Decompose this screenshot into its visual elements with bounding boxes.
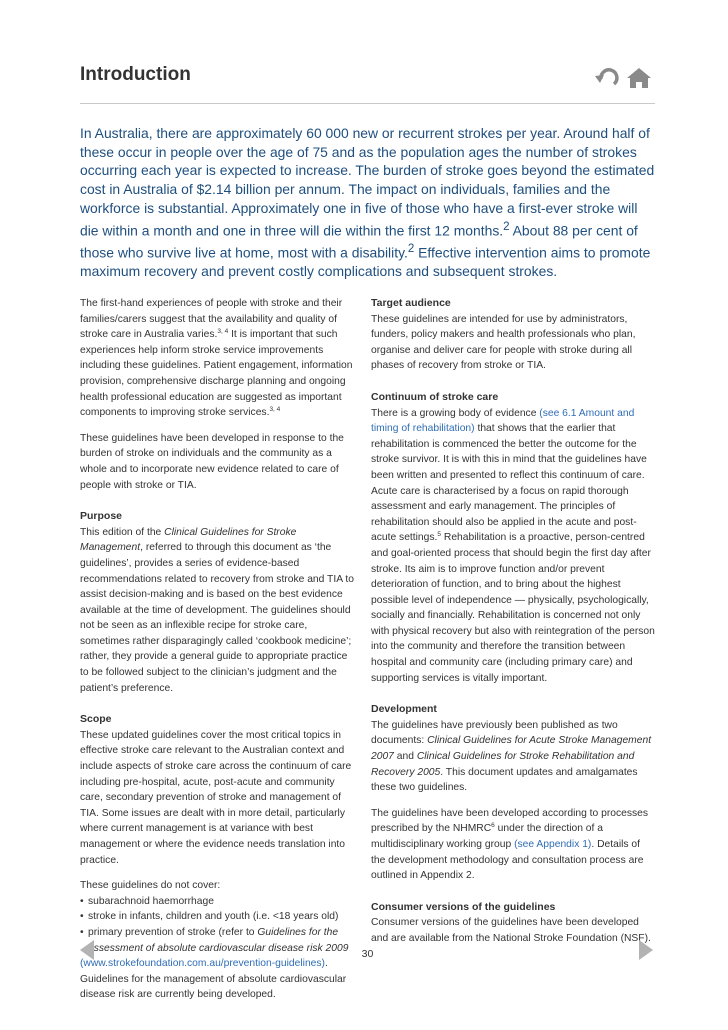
appendix-1-link[interactable]: (see Appendix 1) (514, 839, 592, 850)
continuum-section (371, 390, 656, 686)
not-cover-label: These guidelines do not cover: (80, 880, 221, 892)
experiences-paragraph: The first-hand experiences of people with stroke and their families/carers suggest that the availability and quality of stroke care in Australia varies.$^{3, 4}$ It is important that such experiences help inform stroke service improvements including these guidelines. Patient engagement, information provision, comprehensive discharge planning and ongoing health professional education are suggested as important components to improving stroke services.$^{3, 4}$ (80, 298, 353, 419)
development-section (371, 702, 656, 884)
continuum-heading: Continuum of stroke care (371, 390, 499, 403)
purpose-section (80, 509, 358, 696)
list-item: • primary prevention of stroke (refer to Guidelines for the assessment of absolute cardiovascular disease risk 2009 (80, 925, 358, 956)
target-audience-section (371, 296, 656, 374)
purpose-heading: Purpose (80, 510, 123, 523)
citation: 5 (437, 531, 442, 539)
target-audience-heading: Target audience (371, 297, 451, 309)
nav-icons (592, 66, 654, 90)
consumer-body: Consumer versions of the guidelines have been developed and are available from the National Stroke Foundation (NSF). (371, 917, 651, 944)
home-icon[interactable] (627, 68, 651, 88)
list-item: • stroke in infants, children and youth (i.e. <18 years old) (80, 909, 358, 925)
development-heading: Development (371, 703, 437, 716)
citation: 2 (503, 220, 510, 233)
page-number: 30 (361, 948, 374, 960)
next-page-icon[interactable] (639, 940, 653, 960)
citation: 3, 4 (269, 406, 281, 414)
consumer-heading: Consumer versions of the guidelines (371, 900, 556, 913)
citation: 6 (491, 822, 495, 830)
development-body: The guidelines have previously been published as two documents: Clinical Guidelines for Acute Stroke Management 2007 and Clinical Guidelines for Stroke Rehabilitation and Recovery 2005. This document updates and amalgamates these two guidelines. (371, 719, 652, 794)
back-arrow-icon[interactable] (595, 70, 617, 84)
citation: 3, 4 (217, 328, 229, 336)
burden-paragraph: These guidelines have been developed in response to the burden of stroke on individuals and the community as a whole and to incorporate new evidence related to care of people with stroke or TIA. (80, 432, 344, 491)
intro-paragraph: In Australia, there are approximately 60 000 new or recurrent strokes per year. Around half of these occur in people over the age of 75 and as the population ages the number of strokes occurring each year is expected to increase. The burden of stroke goes beyond the estimated cost in Australia of $2.14 billion per annum. The impact on individuals, families and the workforce is substantial. Approximately one in five of those who have a first-ever stroke will die within a month and one in three will die within the first 12 months.$^2$ About 88 per cent of those who survive live at home, most with a disability.$^2$ Effective intervention aims to promote maximum recovery and prevent costly complications and subsequent strokes. (80, 125, 655, 280)
scope-tail: (www.strokefoundation.com.au/prevention-guidelines). Guidelines for the management of absolute cardiovascular disease risk are currently being developed. (80, 958, 347, 1001)
page-footer (80, 940, 655, 962)
continuum-body: There is a growing body of evidence (see 6.1 Amount and timing of rehabilitation) that shows that the earlier that rehabilitation is commenced the better the outcome for the stroke survivor. It is with this in mind that the guidelines have been written and presented to reflect this continuum of care. Acute care is characterised by a focus on rapid thorough assessment and early management. The principles of rehabilitation should also be applied in the acute and post-acute settings.$^5$ Rehabilitation is a proactive, person-centred and goal-oriented process that should begin the first day after stroke. Its aim is to improve function and/or prevent deterioration of function, and to bring about the highest possible level of independence — physically, psychologically, socially and financially. Rehabilitation is concerned not only with physical recovery but also with reintegration of the person into the community and therefore the transition between hospital and community care (including primary care) and supporting services is vitally important. (371, 407, 655, 684)
rehabilitation-timing-link[interactable]: (see 6.1 Amount and timing of rehabilitation) (371, 407, 635, 435)
page-title: Introduction (80, 64, 191, 85)
right-column (371, 296, 656, 957)
citation: 2 (407, 242, 415, 255)
scope-heading: Scope (80, 713, 112, 726)
header-divider (80, 103, 655, 104)
prevention-guidelines-link[interactable]: (www.strokefoundation.com.au/prevention-guidelines) (80, 958, 325, 970)
list-item: • subarachnoid haemorrhage (80, 894, 358, 910)
target-audience-body: These guidelines are intended for use by administrators, funders, policy makers and health professionals who plan, organise and deliver care for people with stroke during all phases of recovery from stroke or TIA. (371, 313, 636, 372)
scope-body: These updated guidelines cover the most critical topics in effective stroke care relevant to the Australian context and include aspects of stroke care across the continuum of care including pre-hospital, acute, post-acute and community care, secondary prevention of stroke and management of TIA. Some issues are dealt with in more detail, particularly where current management is at variance with best management or where the evidence needs translation into practice. (80, 729, 352, 866)
development-process: The guidelines have been developed according to processes prescribed by the NHMRC$^6$ under the direction of a multidisciplinary working group (see Appendix 1). Details of the development methodology and consultation process are outlined in Appendix 2. (371, 807, 649, 882)
left-column (80, 296, 358, 1003)
purpose-body: This edition of the Clinical Guidelines for Stroke Management, referred to through this document as ‘the guidelines’, provides a series of evidence-based recommendations related to recovery from stroke and TIA to assist decision-making and is based on the best evidence available at the time of development. The guidelines should not be seen as an inflexible recipe for stroke care, sometimes rather disparagingly called ‘cookbook medicine’; rather, they provide a general guide to appropriate practice to be followed subject to the clinician’s judgment and the patient’s preference. (80, 526, 354, 694)
